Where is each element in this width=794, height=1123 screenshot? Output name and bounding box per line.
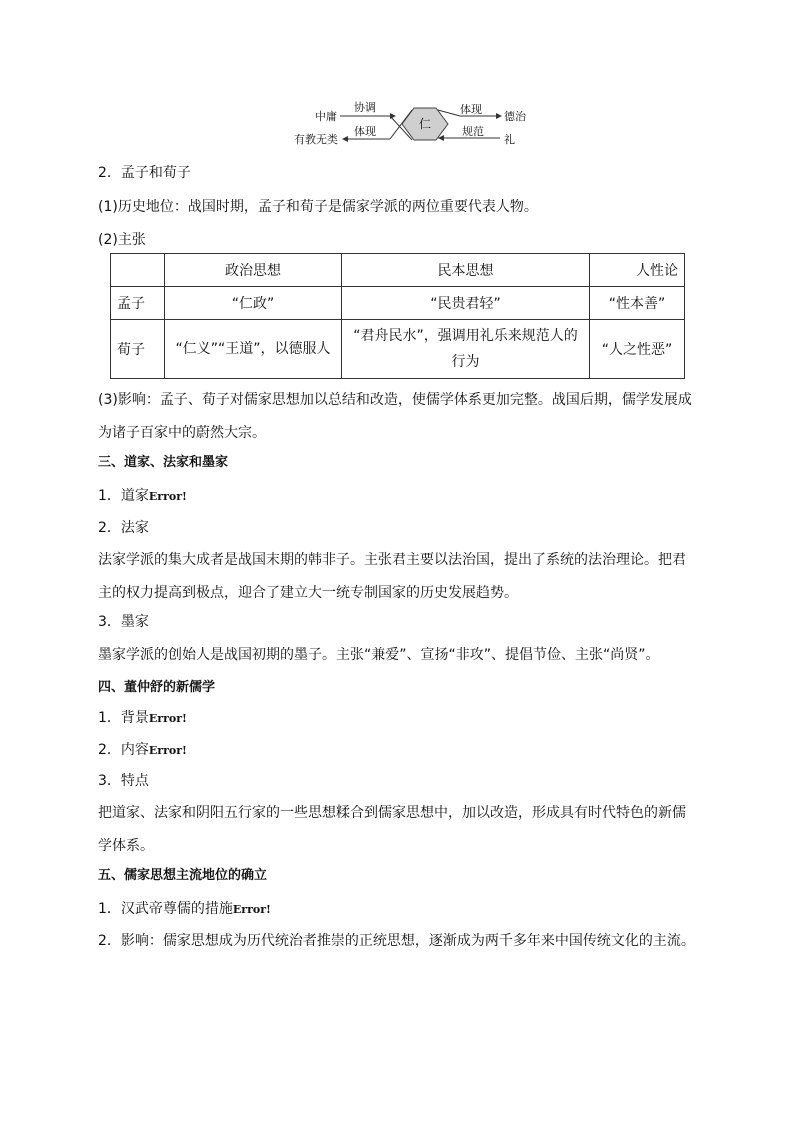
diagram-center-label: 仁 [419, 117, 432, 131]
background-label: 1．背景 [98, 710, 149, 726]
error-text: Error! [148, 744, 187, 757]
section-heading-three-schools: 三、道家、法家和墨家 [98, 455, 229, 470]
error-text: Error! [232, 903, 271, 916]
diagram-label-left-top: 中庸 [315, 110, 337, 123]
background-item [98, 708, 187, 729]
historical-status-paragraph: (1)历史地位：战国时期，孟子和荀子是儒家学派的两位重要代表人物。 [98, 199, 538, 215]
diagram-label-right-top: 德治 [504, 110, 526, 123]
table-header-cell: 人性论 [590, 254, 685, 287]
mohism-item: 3．墨家 [98, 614, 149, 630]
error-text: Error! [148, 712, 187, 725]
content-label: 2．内容 [98, 742, 149, 758]
table-cell: “性本善” [590, 287, 685, 320]
measures-label: 1．汉武帝尊儒的措施 [98, 901, 233, 917]
ren-concept-diagram [290, 98, 530, 150]
diagram-arrow-label-left-top: 协调 [354, 101, 376, 114]
impact-item: 2．影响：儒家思想成为历代统治者推崇的正统思想，逐渐成为两千多年来中国传统文化的主流。 [98, 933, 695, 949]
section-heading-mencius-xunzi: 2．孟子和荀子 [98, 165, 191, 181]
table-cell: “仁义”“王道”，以德服人 [165, 320, 342, 379]
daoism-label: 1．道家 [98, 488, 149, 504]
table-cell: “仁政” [165, 287, 342, 320]
measures-item [98, 899, 271, 920]
daoism-item [98, 486, 187, 507]
mohism-paragraph: 墨家学派的创始人是战国初期的墨子。主张“兼爱”、宣扬“非攻”、提倡节俭、主张“尚贤”。 [98, 647, 660, 663]
legalism-item: 2．法家 [98, 520, 149, 536]
table-header-row [111, 254, 685, 287]
diagram-label-left-bottom: 有教无类 [294, 133, 338, 146]
table-cell: 荀子 [111, 320, 165, 379]
section-heading-confucian-dominance: 五、儒家思想主流地位的确立 [98, 868, 268, 883]
table-header-cell: 民本思想 [342, 254, 590, 287]
table-cell: “民贵君轻” [342, 287, 590, 320]
diagram-label-right-bottom: 礼 [504, 133, 515, 146]
diagram-arrow-label-left-bottom: 体现 [354, 125, 376, 138]
features-paragraph: 把道家、法家和阴阳五行家的一些思想糅合到儒家思想中，加以改造，形成具有时代特色的新儒学体系。 [98, 805, 686, 854]
content-item [98, 740, 187, 761]
claims-label: (2)主张 [98, 232, 146, 248]
table-header-cell: 政治思想 [165, 254, 342, 287]
table-row [111, 287, 685, 320]
legalism-paragraph: 法家学派的集大成者是战国末期的韩非子。主张君主要以法治国，提出了系统的法治理论。把君主的权力提高到极点，迎合了建立大一统专制国家的历史发展趋势。 [98, 552, 686, 601]
diagram-arrow-label-right-top: 体现 [460, 103, 482, 116]
table-cell: 孟子 [111, 287, 165, 320]
table-header-cell [111, 254, 165, 287]
table-cell: “人之性恶” [590, 320, 685, 379]
features-item: 3．特点 [98, 773, 149, 789]
diagram-arrow-label-right-bottom: 规范 [462, 125, 484, 138]
comparison-table [110, 253, 685, 379]
table-cell: “君舟民水”，强调用礼乐来规范人的行为 [342, 320, 590, 379]
section-heading-dong-zhongshu: 四、董仲舒的新儒学 [98, 680, 216, 695]
influence-paragraph: (3)影响：孟子、荀子对儒家思想加以总结和改造，使儒学体系更加完整。战国后期，儒学发展成为诸子百家中的蔚然大宗。 [98, 392, 692, 441]
table-row [111, 320, 685, 379]
error-text: Error! [148, 490, 187, 503]
